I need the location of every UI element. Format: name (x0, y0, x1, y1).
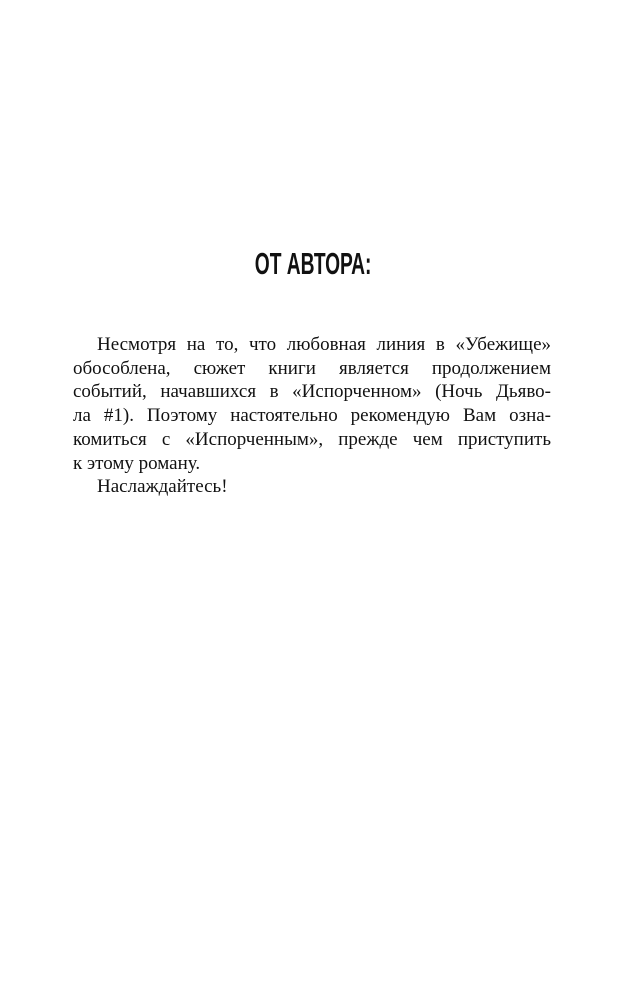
page-heading (0, 244, 619, 284)
paragraph-1-line: к этому роману. (73, 452, 201, 474)
paragraph-1 (73, 333, 551, 475)
body-text (73, 333, 551, 499)
paragraph-1-line: Несмотря на то, что любовная линия в «Убежище» (97, 334, 551, 355)
paragraph-1-line: обособлена, сюжет книги является продолжением (73, 357, 551, 379)
paragraph-1-line: ла #1). Поэтому настоятельно рекомендую Вам озна- (73, 405, 551, 427)
paragraph-1-line: событий, начавшихся в «Испорченном» (Ночь Дьяво- (73, 381, 551, 403)
heading-text: ОТ АВТОРА: (255, 246, 372, 281)
paragraph-1-line: комиться с «Испорченным», прежде чем приступить (73, 428, 551, 450)
paragraph-2: Наслаждайтесь! (97, 476, 228, 498)
